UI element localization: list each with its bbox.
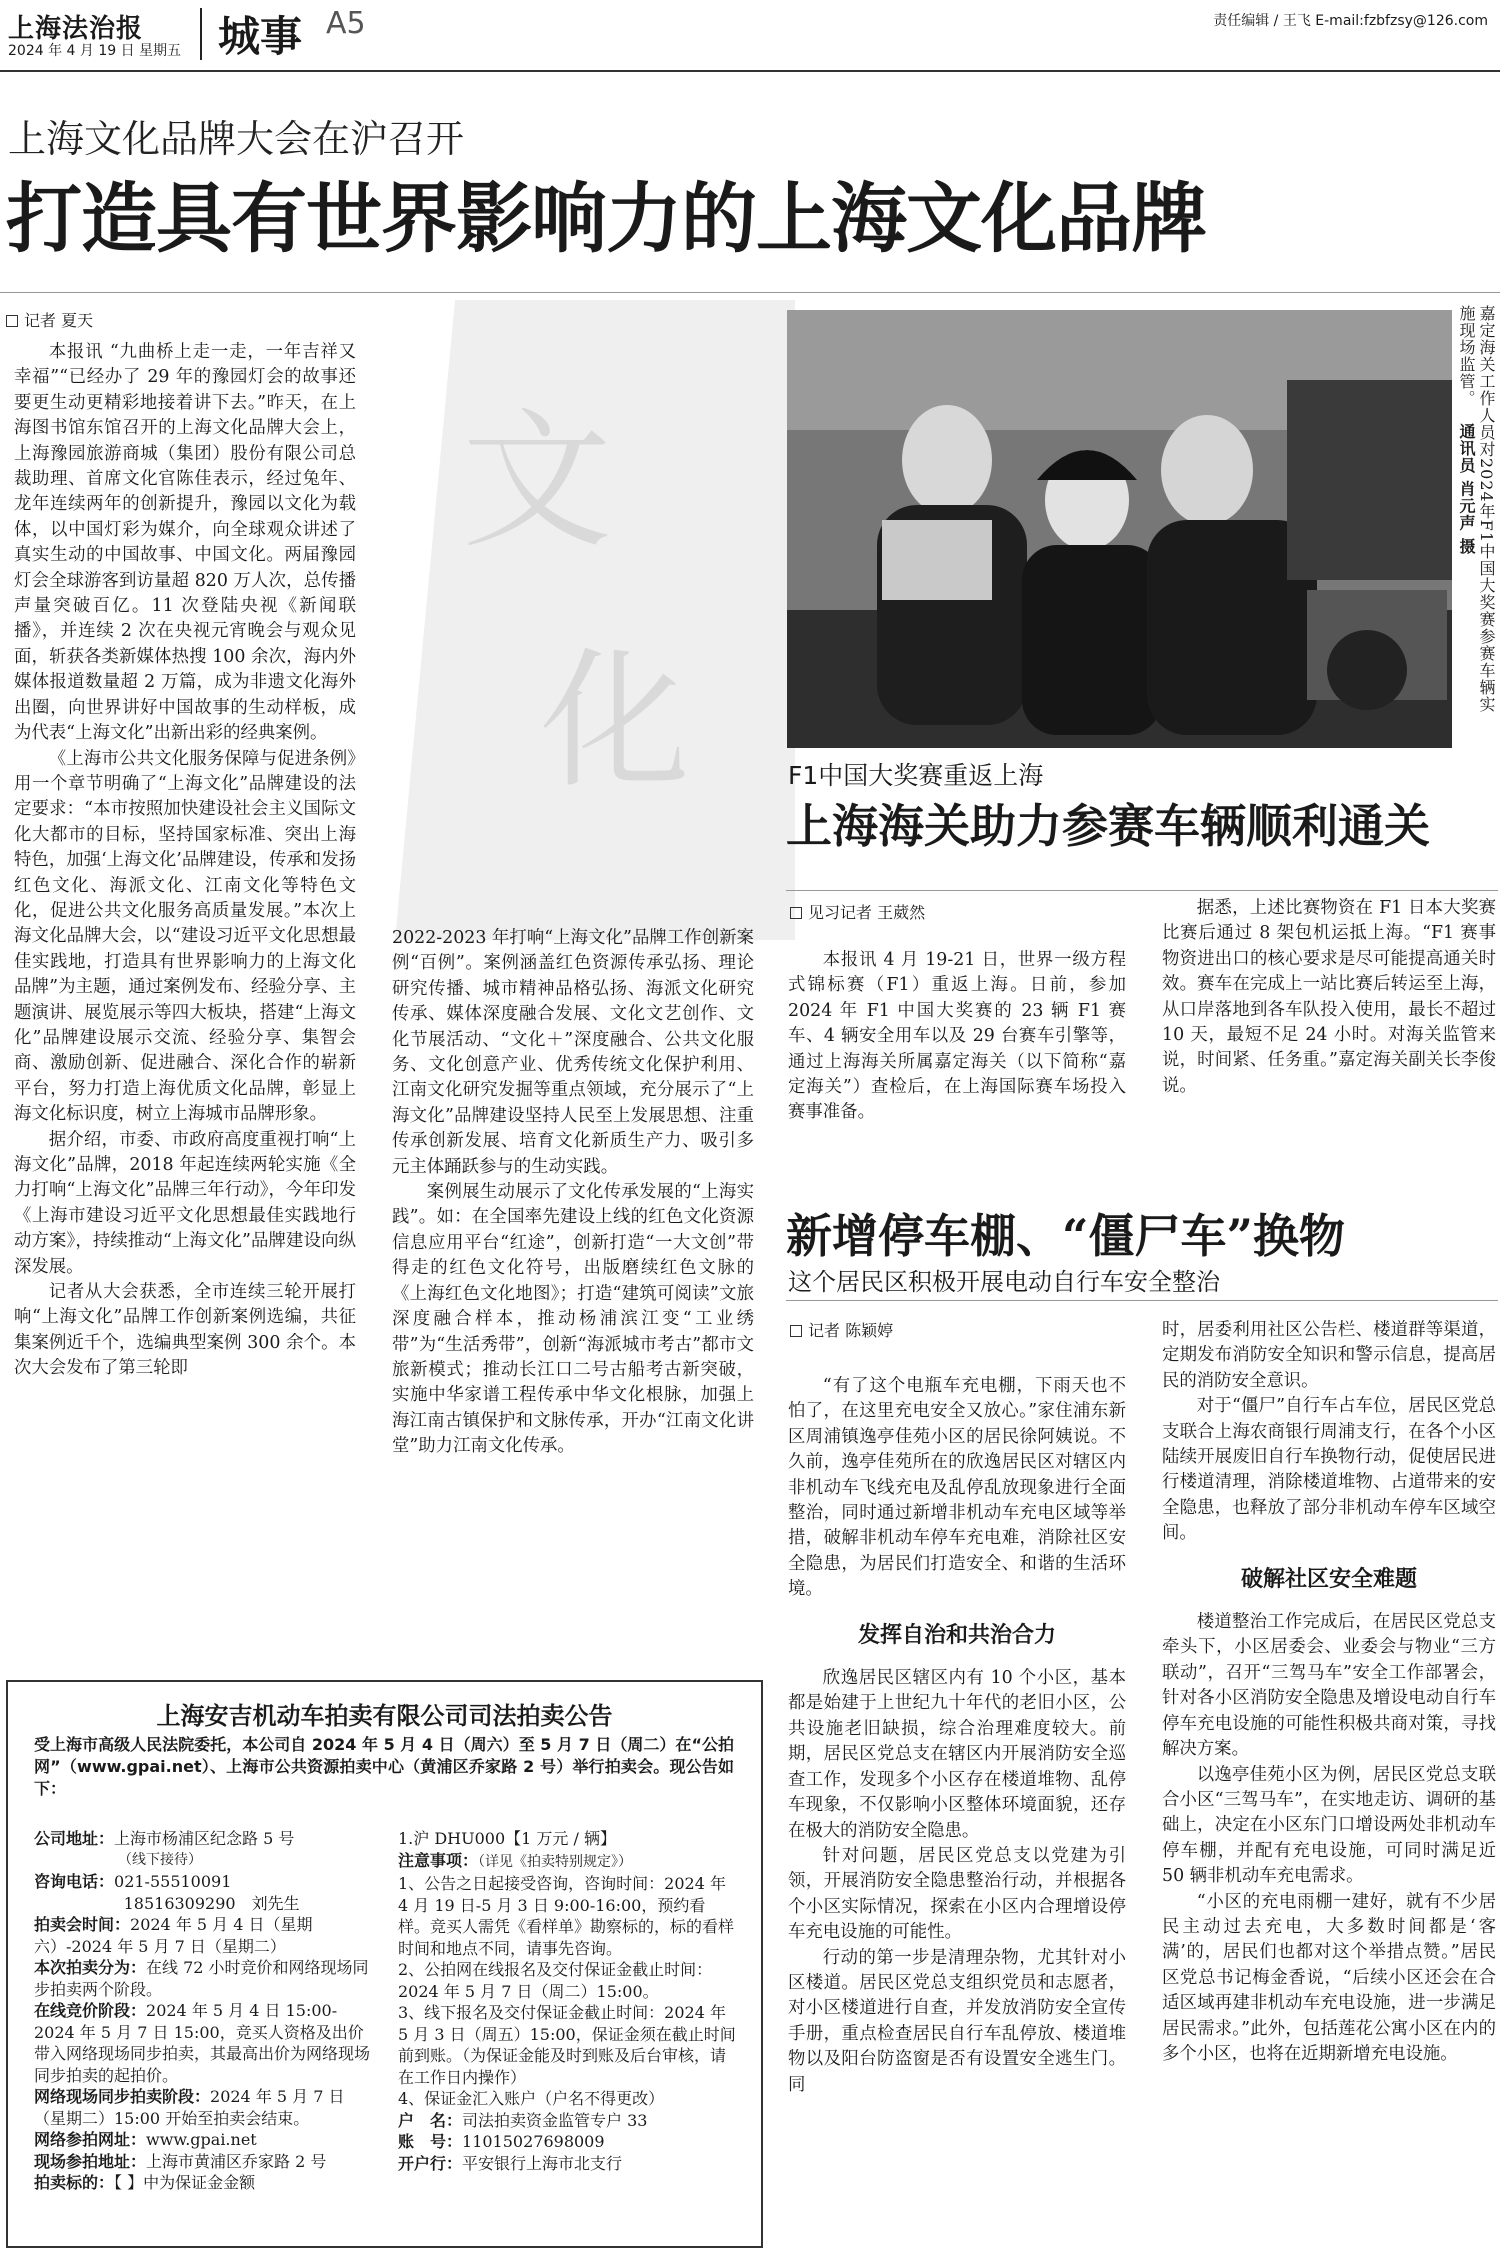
- paragraph: 针对问题，居民区党总支以党建为引领，开展消防安全隐患整治行动，并根据各个小区实际情况，探索在小区内合理增设停车充电设施的可能性。: [788, 1845, 1126, 1943]
- f1-rule: [786, 890, 1498, 891]
- decor-char-wen: 文: [462, 395, 613, 569]
- paragraph: 以逸亭佳苑小区为例，居民区党总支联合小区“三驾马车”，在实地走访、调研的基础上，决定在小区东门口增设两处非机动车停车棚，并配有充电设施，可同时满足近 50 辆非机动车充电需求。: [1162, 1764, 1496, 1887]
- f1-byline: 见习记者 王葳然: [790, 900, 925, 923]
- auction-line: 注意事项：（详见《拍卖特别规定》）: [398, 1850, 633, 1870]
- editor-line: 责任编辑 / 王飞 E-mail:fzbfzsy@126.com: [1213, 13, 1488, 29]
- auction-line: 3、线下报名及交付保证金截止时间：2024 年 5 月 3 日（周五）15:00，保证金须在截止时间前到账。（为保证金能及时到账及后台审核，请在工作日内操作）: [398, 2003, 736, 2087]
- main-kicker: 上海文化品牌大会在沪召开: [8, 117, 465, 161]
- paragraph: 时，居委利用社区公告栏、楼道群等渠道，定期发布消防安全知识和警示信息，提高居民的消防安全意识。: [1162, 1320, 1496, 1391]
- main-headline: 打造具有世界影响力的上海文化品牌: [6, 174, 1206, 263]
- paragraph: 本报讯 4 月 19-21 日，世界一级方程式锦标赛（F1）重返上海。日前，参加 2024 年 F1 中国大奖赛的 23 辆 F1 赛车、4 辆安全用车以及 29 台赛车引擎等，通过上海海关所属嘉定海关（以下简称“嘉定海关”）查检后，在上海国际赛车场投入赛事准备。: [788, 950, 1126, 1123]
- auction-line: 1、公告之日起接受咨询，咨询时间：2024 年 4 月 19 日-5 月 3 日 9:00-16:00，预约看样。竞买人需凭《看样单》勘察标的，标的看样时间和地点不同，请事先咨询。: [398, 1874, 735, 1958]
- auction-intro: 受上海市高级人民法院委托，本公司自 2024 年 5 月 4 日（周六）至 5 月 7 日（周二）在“公拍网”（www.gpai.net）、上海市公共资源拍卖中心（黄浦区乔家路 2 号）举行拍卖会。现公告如下：: [34, 1735, 734, 1798]
- auction-line: 咨询电话：021-55510091: [34, 1872, 232, 1891]
- byline-box-icon: [6, 315, 18, 327]
- auction-line: 户 名：司法拍卖资金监管专户 33: [398, 2110, 648, 2130]
- parking-col-1: [788, 1374, 1126, 2098]
- parking-rule: [786, 1300, 1498, 1301]
- auction-notice: [6, 1680, 763, 2248]
- paragraph: 据悉，上述比赛物资在 F1 日本大奖赛比赛后通过 8 架包机运抵上海。“F1 赛事物资进出口的核心要求是尽可能提高通关时效。赛车在完成上一站比赛后转运至上海，从口岸落地到各车队投入使用，最长不超过 10 天，最短不足 24 小时。对海关监管来说，时间紧、任务重。”嘉定海关副关长李俊说。: [1162, 898, 1496, 1096]
- paragraph: 据介绍，市委、市政府高度重视打响“上海文化”品牌，2018 年起连续两轮实施《全力打响“上海文化”品牌三年行动》，今年印发《上海市建设习近平文化思想最佳实践地行动方案》，持续推动“上海文化”品牌建设向纵深发展。: [14, 1129, 356, 1277]
- auction-line: 网络现场同步拍卖阶段：2024 年 5 月 7 日（星期二）15:00 开始至拍卖会结束。: [34, 2087, 345, 2128]
- f1-kicker: F1中国大奖赛重返上海: [788, 761, 1044, 790]
- auction-line: 开户行：平安银行上海市北支行: [398, 2153, 623, 2173]
- paragraph: 本报讯 “九曲桥上走一走，一年吉祥又幸福”“已经办了 29 年的豫园灯会的故事还要更生动更精彩地接着讲下去。”昨天，在上海图书馆东馆召开的上海文化品牌大会上，上海豫园旅游商城（集团）股份有限公司总裁助理、首席文化官陈佳表示，经过兔年、龙年连续两年的创新提升，豫园以文化为载体，以中国灯彩为媒介，向全球观众讲述了真实生动的中国故事、中国文化。两届豫园灯会全球游客到访量超 820 万人次，总传播声量突破百亿。11 次登陆央视《新闻联播》，并连续 2 次在央视元宵晚会与观众见面，斩获各类新媒体热搜 100 余次，海内外媒体报道数量超 2 万篇，成为非遗文化海外出圈，向世界讲好中国故事的生动样板，成为代表“上海文化”出新出彩的经典案例。: [14, 342, 356, 744]
- auction-line: 公司地址：上海市杨浦区纪念路 5 号: [34, 1829, 295, 1848]
- parking-headline: 新增停车棚、“僵尸车”换物: [786, 1209, 1345, 1263]
- auction-line: 4、保证金汇入账户（户名不得更改）: [398, 2089, 665, 2108]
- byline-box-icon: [790, 1325, 802, 1337]
- f1-col-1: [788, 948, 1126, 1126]
- parking-byline: 记者 陈颖婷: [790, 1318, 893, 1341]
- auction-line: 现场参拍地址：上海市黄浦区乔家路 2 号: [34, 2151, 327, 2171]
- paragraph: “有了这个电瓶车充电棚，下雨天也不怕了，在这里充电安全又放心。”家住浦东新区周浦镇逸亭佳苑小区的居民徐阿姨说。不久前，逸亭佳苑所在的欣逸居民区对辖区内非机动车飞线充电及乱停乱放现象进行全面整治，同时通过新增非机动车充电区域等举措，破解非机动车停车充电难，消除社区安全隐患，为居民们打造安全、和谐的生活环境。: [788, 1376, 1126, 1600]
- paragraph: “小区的充电雨棚一建好，就有不少居民主动过去充电，大多数时间都是‘客满’的，居民们也都对这个举措点赞。”居民区党总书记梅金香说，“后续小区还会在合适区域再建非机动车充电设施，进一步满足居民需求。”此外，包括莲花公寓小区在内的多个小区，也将在近期新增充电设施。: [1162, 1891, 1496, 2064]
- auction-title: 上海安吉机动车拍卖有限公司司法拍卖公告: [156, 1702, 613, 1730]
- auction-line: 拍卖会时间：2024 年 5 月 4 日（星期六）-2024 年 5 月 7 日（星期二）: [34, 1915, 313, 1956]
- byline-box-icon: [790, 907, 802, 919]
- auction-right-col: [398, 1828, 736, 2174]
- auction-line: 在线竞价阶段：2024 年 5 月 4 日 15:00-2024 年 5 月 7 日 15:00，竞买人资格及出价带入网络现场同步拍卖，其最高出价为网络现场同步拍卖的起拍价。: [34, 2001, 371, 2085]
- subhead-2: 破解社区安全难题: [1240, 1566, 1417, 1592]
- paragraph: 欣逸居民区辖区内有 10 个小区，基本都是始建于上世纪九十年代的老旧小区，公共设施老旧缺损，综合治理难度较大。前期，居民区党总支在辖区内开展消防安全巡查工作，发现多个小区存在楼道堆物、乱停车现象，不仅影响小区整体环境面貌，还存在极大的消防安全隐患。: [788, 1668, 1126, 1841]
- parking-subtitle: 这个居民区积极开展电动自行车安全整治: [788, 1268, 1220, 1296]
- paragraph: 行动的第一步是清理杂物，尤其针对小区楼道。居民区党总支组织党员和志愿者，对小区楼道进行自查，并发放消防安全宣传手册，重点检查居民自行车乱停放、楼道堆物以及阳台防盗窗是否有设置安全逃生门。同: [788, 1947, 1126, 2095]
- photo-caption: 嘉定海关工作人员对2024年F1中国大奖赛参赛车辆实施现场监管。 通讯员 肖元声 摄: [1457, 305, 1496, 713]
- f1-col-2: [1162, 896, 1496, 1099]
- paragraph: 案例展生动展示了文化传承发展的“上海实践”。如：在全国率先建设上线的红色文化资源信息应用平台“红途”，创新打造“一大文创”带得走的红色文化符号，出版磨续红色文脉的《上海红色文化地图》；打造“建筑可阅读”文旅深度融合样本，推动杨浦滨江变“工业绣带”为“生活秀带”，创新“海派城市考古”都市文旅新模式；推动长江口二号古船考古新突破，实施中华家谱工程传承中华文化根脉，加强上海江南古镇保护和文脉传承，开办“江南文化讲堂”助力江南文化传承。: [392, 1182, 754, 1457]
- main-col-1: [14, 340, 356, 1382]
- masthead-date: 2024 年 4 月 19 日 星期五: [8, 43, 182, 59]
- masthead-logo: 上海法治报: [8, 14, 144, 44]
- f1-headline: 上海海关助力参赛车辆顺利通关: [786, 799, 1430, 853]
- auction-line: （线下接待）: [118, 1851, 202, 1868]
- paragraph: 《上海市公共文化服务保障与促进条例》用一个章节明确了“上海文化”品牌建设的法定要求：“本市按照加快建设社会主义国际文化大都市的目标，坚持国家标准、突出上海特色，加强‘上海文化’品牌建设，传承和发扬红色文化、海派文化、江南文化等特色文化，促进公共文化服务高质量发展。”本次上海文化品牌大会，以“建设习近平文化思想最佳实践地，打造具有世界影响力的上海文化品牌”为主题，通过案例发布、经验分享、主题演讲、展览展示等四大板块，搭建“上海文化”品牌建设展示交流、经验分享、集智会商、激励创新、促进融合、深化合作的崭新平台，努力打造上海优质文化品牌，彰显上海文化标识度，树立上海城市品牌形象。: [14, 748, 356, 1125]
- auction-line: 本次拍卖分为：在线 72 小时竞价和网络现场同步拍卖两个阶段。: [34, 1958, 369, 1999]
- header-rule: [0, 70, 1500, 72]
- paragraph: 记者从大会获悉，全市连续三轮开展打响“上海文化”品牌工作创新案例选编，共征集案例近千个，选编典型案例 300 余个。本次大会发布了第三轮即: [14, 1282, 356, 1379]
- auction-line: 2、公拍网在线报名及交付保证金截止时间：2024 年 5 月 7 日（周二）15:00。: [398, 1960, 713, 2001]
- auction-line: 1.沪 DHU000【1 万元 / 辆】: [398, 1829, 616, 1848]
- paragraph: 对于“僵尸”自行车占车位，居民区党总支联合上海农商银行周浦支行，在各个小区陆续开展废旧自行车换物行动，促使居民进行楼道清理，消除楼道堆物、占道带来的安全隐患，也释放了部分非机动车停车区域空间。: [1162, 1396, 1496, 1544]
- paragraph: 楼道整治工作完成后，在居民区党总支牵头下，小区居委会、业委会与物业“三方联动”，召开“三驾马车”安全工作部署会，针对各小区消防安全隐患及增设电动自行车停车充电设施的可能性积极共商对策，寻找解决方案。: [1162, 1612, 1496, 1760]
- auction-line: 18516309290 刘先生: [123, 1893, 300, 1913]
- auction-line: 账 号：11015027698009: [398, 2132, 605, 2151]
- auction-left-col: [34, 1828, 372, 2194]
- paragraph: 2022-2023 年打响“上海文化”品牌工作创新案例“百例”。案例涵盖红色资源传承弘扬、理论研究传播、城市精神品格弘扬、海派文化研究传承、媒体深度融合发展、文化文艺创作、文化节展活动、“文化＋”深度融合、公共文化服务、文化创意产业、优秀传统文化保护利用、江南文化研究发掘等重点领域，充分展示了“上海文化”品牌建设坚持人民至上发展思想、注重传承创新发展、培育文化新质生产力、吸引多元主体踊跃参与的生动实践。: [392, 928, 754, 1177]
- auction-line: 网络参拍网址：www.gpai.net: [34, 2130, 257, 2149]
- photo-illustration: [787, 310, 1452, 748]
- headline-rule: [0, 292, 1500, 293]
- masthead-divider: [200, 8, 202, 60]
- auction-line: 拍卖标的：【 】中为保证金金额: [34, 2173, 256, 2192]
- main-byline: 记者 夏天: [6, 308, 93, 331]
- main-col-2: [392, 926, 754, 1460]
- decor-char-hua: 化: [540, 635, 691, 809]
- subhead-1: 发挥自治和共治合力: [857, 1622, 1056, 1648]
- page-number: A5: [326, 6, 366, 41]
- parking-col-2: [1162, 1318, 1496, 2067]
- photo-credit: 通讯员 肖元声 摄: [1457, 423, 1476, 556]
- section-name: 城事: [218, 12, 303, 61]
- news-photo: [787, 310, 1452, 748]
